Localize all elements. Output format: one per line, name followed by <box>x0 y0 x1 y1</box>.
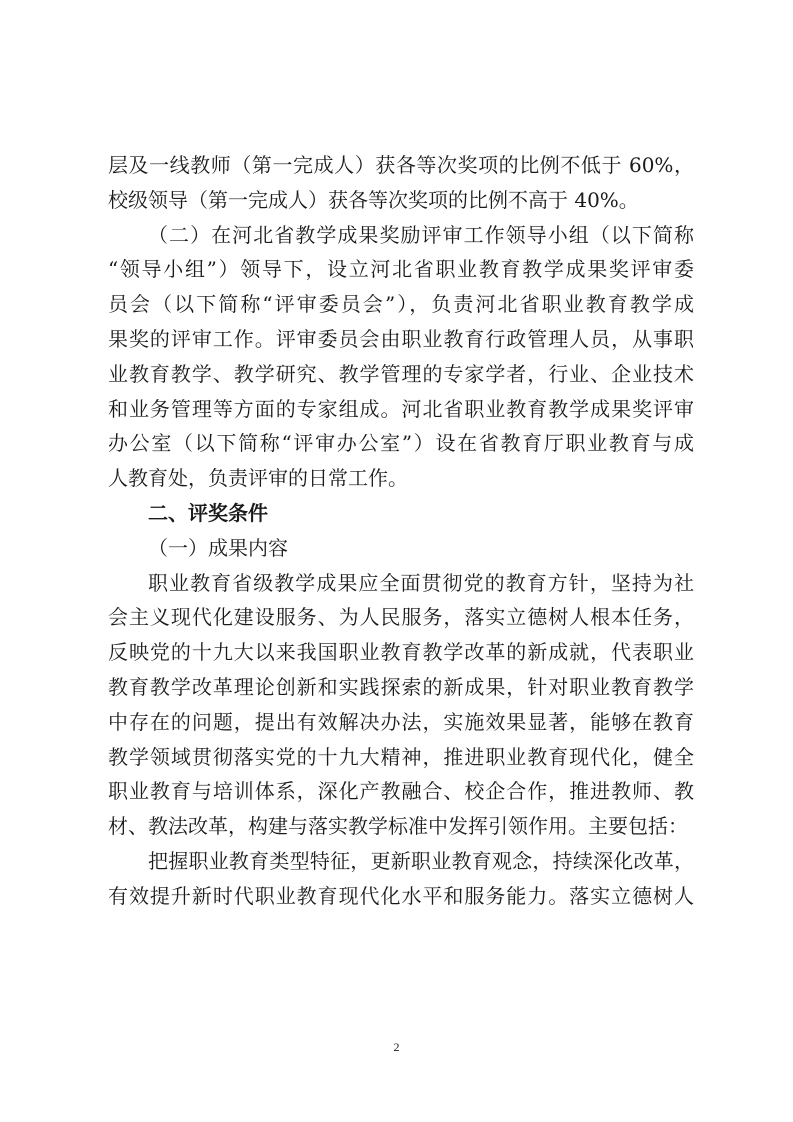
text-line: 职业教育与培训体系，深化产教融合、校企合作，推进教师、教 <box>108 779 694 804</box>
text-line: 职业教育省级教学成果应全面贯彻党的教育方针，坚持为社 <box>148 570 694 595</box>
text-line: 和业务管理等方面的专家组成。河北省职业教育教学成果奖评审 <box>108 396 694 421</box>
text-line: （二）在河北省教学成果奖励评审工作领导小组（以下简称 <box>148 222 694 247</box>
subsection-heading <box>108 531 694 566</box>
page-number: 2 <box>393 1040 400 1054</box>
text-line: 会主义现代化建设服务、为人民服务，落实立德树人根本任务， <box>108 605 694 630</box>
body-text <box>108 148 694 914</box>
section-heading <box>108 496 694 531</box>
text-line: 员会（以下简称“评审委员会”），负责河北省职业教育教学成 <box>108 292 694 317</box>
paragraph <box>108 218 694 496</box>
text-line: 材、教法改革，构建与落实教学标准中发挥引领作用。主要包括： <box>108 814 688 839</box>
text-line: 中存在的问题，提出有效解决办法，实施效果显著，能够在教育 <box>108 709 694 734</box>
text-line: 教学领域贯彻落实党的十九大精神，推进职业教育现代化，健全 <box>108 744 694 769</box>
text-line: 人教育处，负责评审的日常工作。 <box>108 466 408 491</box>
text-line: 反映党的十九大以来我国职业教育教学改革的新成就，代表职业 <box>108 640 694 665</box>
text-line: （一）成果内容 <box>148 535 288 560</box>
text-line: 办公室（以下简称“评审办公室”）设在省教育厅职业教育与成 <box>108 431 694 456</box>
text-line: 教育教学改革理论创新和实践探索的新成果，针对职业教育教学 <box>108 674 694 699</box>
text-line: 业教育教学、教学研究、教学管理的专家学者，行业、企业技术 <box>108 361 694 386</box>
text-line: 把握职业教育类型特征，更新职业教育观念，持续深化改革， <box>148 848 694 873</box>
paragraph <box>108 148 694 218</box>
paragraph <box>108 844 694 914</box>
text-line: 层及一线教师（第一完成人）获各等次奖项的比例不低于 60%， <box>108 153 694 177</box>
text-line: “领导小组”）领导下，设立河北省职业教育教学成果奖评审委 <box>108 257 694 282</box>
text-line: 二、评奖条件 <box>148 500 268 525</box>
text-line: 校级领导（第一完成人）获各等次奖项的比例不高于 40%。 <box>108 187 639 212</box>
paragraph <box>108 566 694 844</box>
text-line: 有效提升新时代职业教育现代化水平和服务能力。落实立德树人 <box>108 883 694 908</box>
text-line: 果奖的评审工作。评审委员会由职业教育行政管理人员，从事职 <box>108 326 694 351</box>
